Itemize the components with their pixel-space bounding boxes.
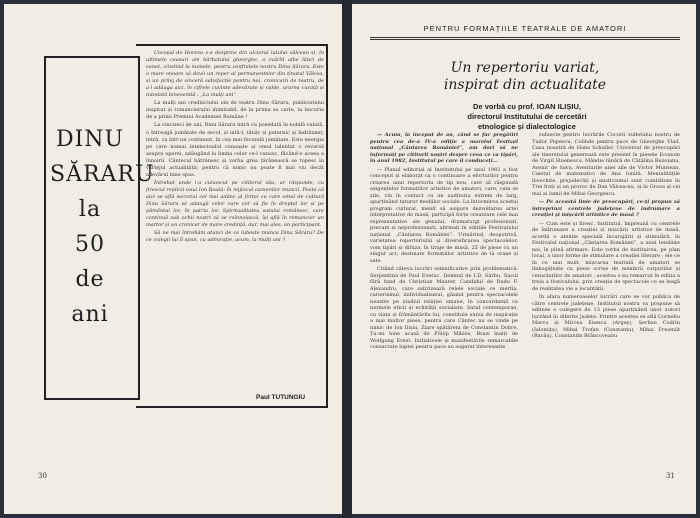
paragraph: Să ne mai întrebăm atunci de ce iubește munca Dinu Săraru? De ce colegii lui îl spun, cu admirație, acum, la mulți ani ? [146,230,324,244]
title-word: SĂRARU [50,162,155,187]
article-body [370,132,680,462]
title-word: la [78,197,102,222]
page-number: 31 [666,472,675,480]
book-spine [342,0,352,518]
question: — Pe această linie de preocupări, ce-ți propun să întreprinzi centrele județene de îndrumare a creației și mișcării artistice de masă ? [532,199,680,218]
page-number: 30 [38,472,47,480]
question: — Acum, la început de an, când se fac pregătiri pentru cea de-a IV-a ediție a marelui Festival național „Cântarea României”, am dori să ne informați pe cititorii noștri despre ceea ce va tipări, în anul 1982, Institutul pe care îl conduceți... [370,132,518,164]
title-word: DINU [55,127,125,152]
interview-subhead [382,102,672,132]
title-line: inspirat din actualitate [443,77,607,93]
paragraph: Cocoșul de Horezu s-a desprins din ulciorul lutului vâlcean și, în ultimele ceasuri ale bărbatului gheorghe, a zvârlit albe lănci de sunet, cinstind la numele, pentru confratele nostru Dinu Săraru. Este o mare onoare să devii un reper al permanentelor din ținutul Vâlcea, și un prilej de sinceră satisfacție pentru noi, cronicarii de teatru, de a-l adăuga aici, în cifrele cuvinte adevărate și calde, urarea curată și totodată binevenită : „La mulți ani” [146,50,324,99]
title-word: 50 [75,232,105,257]
vertical-title [50,122,155,332]
section-header: PENTRU FORMAȚIILE TEATRALE DE AMATORI [423,24,627,33]
subhead-line: etnologice și dialectologice [478,122,576,131]
subhead-line: directorul Institutului de cercetări [467,112,587,121]
title-word: de [75,267,105,292]
title-line: Un repertoriu variat, [450,60,600,76]
title-word: ani [71,302,109,327]
answer: subiecte pentru lucrările Cocorii sufletului nostru de Tudor Popescu, Colinde pentru pace de Gheorghe Vlad, Casa noastră de Hans Schuller. Universul de preocupări ale tineretului generează este prezent în piesele Econom de Virgil Stoenescu, Mândie tânără de Cătălina Buzoianu, Avenir de Sava. Aventurile unei zile de Victor Muntean, Caietul de matematici de Ana Ionită. Mentalitățile învechite, prejudecăți și misticismul sunt combătute în Trei frați și un proroc de Dan Vâlcea-nu, și în Grosu și cei mai ai lumii de Mihai Georgescu. [532,132,680,197]
right-page [352,4,696,514]
header-rule [370,37,680,38]
answer: În afara numeroaselor lucrări care se vor publica de către centrele județene, Institutul nostru va propune să editeze o culegere de 13 piese aparținând unor autori lucrând în diferite județe. Printre acestea se află Corneliu Marcu și Mircea Enescu (Argeș), Șerban Codrin (Ialomița), Mihai Trofan (Constanța), Mihai Freamăt (Bacău), Constantin Brâncoveanu [532,294,680,339]
paragraph: Întrebat unde l-a cunoscut pe cititorul său, ar răspunde, cu firescul replicii unui Ion Roată: în mijlocul oamenilor muncii. Poate că aici se află secretul cel mai adânc al forței cu care omul de cultură Dinu Săraru se adaugă celor care vor să fie în dreptul lor și pe pământul lor, în patria lor. Spiritualitatea satului românesc, care continuă sub ochii noștri să se reînnoiască, își află în romancier un martor și un cronicar de mare credință, dar, mai ales, un participant. [146,179,324,229]
paragraph: La cincizeci de ani, Dinu Săraru intră cu posedată în nobilă valută, o întreagă jumătate de secol, și iată-l, tânăr și puternic și îndrăzneț, intră, ca într-un continent, în cea mai fecundă jumătate. Este energia pe care numai intelectualul cunoaște și omul talentat o revarsă asupra operei, adăugând la limba celor ce-l cunosc, făcând-o aceea a înnoirii. Cântecul bătrânesc și vorba grea țărănească se topesc în vârtejul actualității; pentru că nimic nu poate fi mai viu decât adevărul bine spus. [146,122,324,178]
article-title [370,60,680,94]
answer: Citând câteva lucrări semnificative prin problematică: Serpentina de Paul Everac, Demnul de I.D. Sârbu, Sacul fără fund de Christian Maurer, Candidul de Radu F. Alexandru, care satirizează relele sociale ce inertia, carierismul, individualismul, găsind pentru spectacolele noastre pe stadiul relației umane, în concordanță cu normele eticii și echității socialiste. Satul contemporan, cu viața și frământările lui, constituie sursa de inspirație a mai multor piese, pentru care Cântec nu se vinde pe nimic de Ion Ilișiu, Ziare spătăreni de Constantin Dobre, Tu-mi bine acasă de Fülöp Miklós, Brazi înalți de Wolfgang Ernst. Inițiativele și manifestările remarcabile consacrate luptei pentru pace au sugerat interesante [370,266,518,350]
answer: — Cum este și firesc, Institutul, împreună cu centrele de îndrumare a creației și mișcării artistice de masă, acordă o atenție specială încurajării și stimulării, în Festivalul național „Cântarea României”, a unei tendințe noi, în plină afirmare. Este vorba de instituirea, pe plan local, a unor forme de stimulare a creației literare ; ele ce în ce mai mult, mișcarea teatrală de amatori se îmbogățește cu piese scrise de membrii corpurilor și cenaclurilor de amatori ; acestea s-au remarcat în ediția a treia a festivalului, prin creația de spectacole ce se leagă de realitatea vie a localității. [532,220,680,292]
column-right [532,132,680,462]
answer: — Planul editorial al Institutului pe anul 1982 a fost conceput și elaborat ca o continuare a eforturilor pentru crearea unui repertoriu de tip nou, care să răspundă exigențelor formațiilor artistice de amatori, care, cum se știe, vin în contact cu un auditoriu extrem de larg, aparținând tuturor mediilor sociale. La întocmirea acestui program cultural, menit să asigure dezvoltarea artei interpretative de masă, participă forțe creatoare cele mai reprezentative ale genului, dramaturgi profesioniști, precum și neprofesioniști, afirmați în edițiile Festivalului național „Cântarea României”. Urmărind, deopotrivă, varietatea repertoriului și diversificarea spectacolelor, vom tipări și difuza, în tiraje de masă, 25 de piese cu un singur act, destinate formațiilor artistice de la orașe și sate. [370,166,518,264]
tribute-text [146,50,324,245]
paragraph: La mulți ani credinciului om de teatru Dinu Săraru, publicistului inspirat și romancierului inimitabil, de la prima sa carte, la bucuria de a primi Premiul Academiei Române ! [146,100,324,121]
subhead-line: De vorbă cu prof. IOAN ILIȘIU, [473,102,581,111]
column-left [370,132,518,462]
author-signature: Paul TUTUNGIU [256,394,306,401]
header-rule [370,39,680,40]
left-page [4,4,342,514]
